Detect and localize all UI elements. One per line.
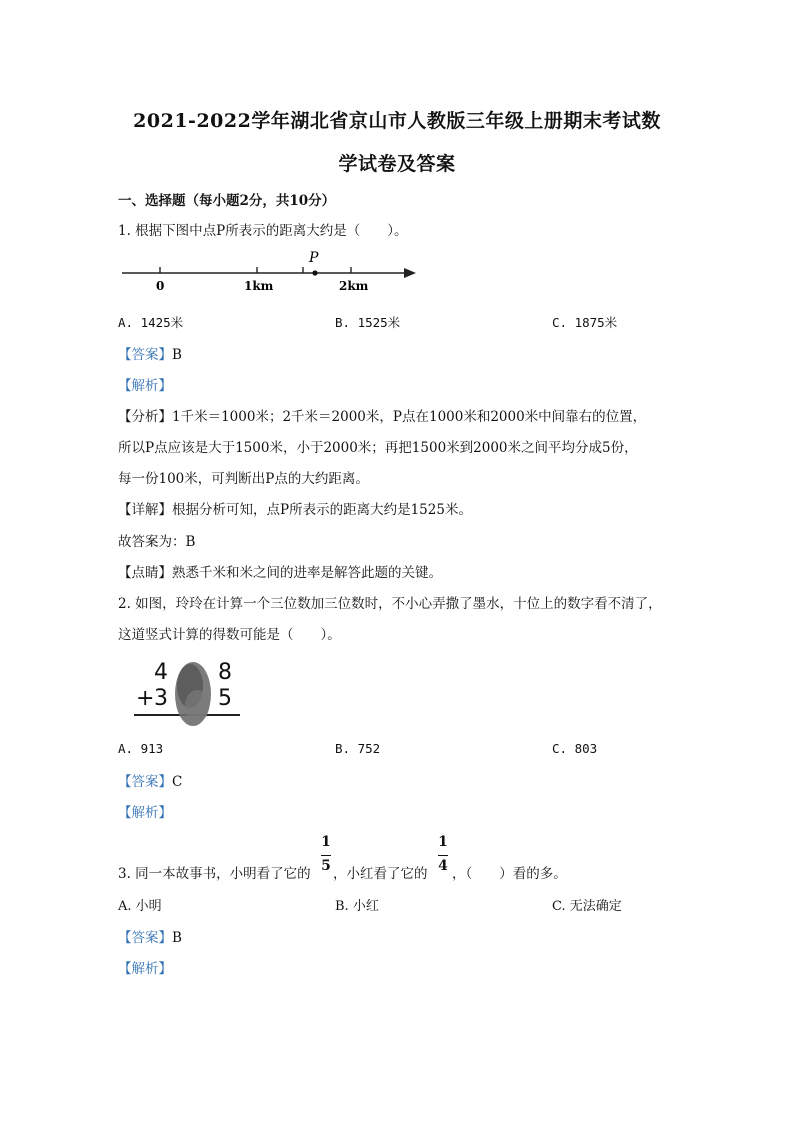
dianjing-text: 熟悉千米和米之间的进率是解答此题的关键。: [172, 565, 442, 581]
q1-option-b: B. 1525米: [335, 315, 401, 330]
q1-analysis-tag: 【解析】: [118, 378, 172, 394]
q3-option-a: A. 小明: [118, 899, 162, 914]
number-line-figure: [120, 250, 420, 295]
q2-stem-line1: 2. 如图，玲玲在计算一个三位数加三位数时，不小心弄撒了墨水，十位上的数字看不清了，: [118, 596, 662, 612]
answer-value: C: [172, 774, 183, 790]
tick-label-0: 0: [156, 279, 165, 293]
page-title-line2: 学试卷及答案: [338, 153, 456, 175]
q1-stem: 1. 根据下图中点P所表示的距离大约是（ ）。: [118, 223, 408, 239]
q2-stem-line2: 这道竖式计算的得数可能是（ ）。: [118, 627, 341, 643]
top-ones-digit: 8: [218, 660, 232, 685]
q3-option-b: B. 小红: [335, 899, 379, 914]
bottom-ones-digit: 5: [218, 686, 232, 711]
fraction2-denominator: 4: [438, 858, 448, 874]
point-p-dot: [312, 270, 317, 275]
q1-fenxi-line2: 所以P点应该是大于1500米，小于2000米；再把1500米到2000米之间平均分成5份，: [118, 440, 638, 456]
point-p-label: P: [309, 250, 319, 266]
answer-value: B: [172, 347, 182, 363]
q3-stem-b: ，小红看了它的: [333, 866, 428, 882]
q1-fenxi-line1: [118, 405, 646, 425]
tick-label-2km: 2km: [339, 279, 369, 293]
q2-option-a: A. 913: [118, 741, 164, 756]
ink-blot-icon: [170, 656, 216, 728]
answer-tag: 【答案】: [118, 347, 172, 363]
q1-option-c: C. 1875米: [552, 315, 618, 330]
q2-option-b: B. 752: [335, 741, 381, 756]
fraction2-numerator: 1: [438, 834, 448, 850]
q3-answer: [118, 926, 182, 946]
fenxi-text-1: 1千米＝1000米；2千米＝2000米，P点在1000米和2000米中间靠右的位置，: [172, 409, 647, 425]
q1-option-a: A. 1425米: [118, 315, 184, 330]
top-hundreds-digit: 4: [154, 660, 168, 685]
q1-dianjing: [118, 561, 442, 581]
page-title-line1: 2021-2022学年湖北省京山市人教版三年级上册期末考试数: [133, 110, 661, 132]
answer-tag: 【答案】: [118, 930, 172, 946]
fraction1-numerator: 1: [321, 834, 331, 850]
q3-stem-c: ，（ ）看的多。: [452, 866, 567, 882]
tick-label-1km: 1km: [244, 279, 274, 293]
fraction1-denominator: 5: [321, 858, 331, 874]
answer-tag: 【答案】: [118, 774, 172, 790]
q2-option-c: C. 803: [552, 741, 598, 756]
xiangjie-tag: 【详解】: [118, 502, 172, 518]
q1-fenxi-line3: 每一份100米，可判断出P点的大约距离。: [118, 471, 369, 487]
fraction2-bar: [438, 855, 448, 856]
vertical-addition-figure: [130, 660, 250, 730]
dianjing-tag: 【点睛】: [118, 565, 172, 581]
q3-analysis-tag: 【解析】: [118, 961, 172, 977]
answer-value: B: [172, 930, 182, 946]
number-line-arrow: [404, 268, 416, 278]
q3-stem-a: 3. 同一本故事书，小明看了它的: [118, 866, 311, 882]
q2-answer: [118, 770, 182, 790]
q1-xiangjie: [118, 498, 472, 518]
plus-sign: +: [136, 686, 155, 711]
section-heading: 一、选择题（每小题2分，共10分）: [118, 193, 336, 209]
q1-final-answer: 故答案为：B: [118, 534, 196, 550]
fraction1-bar: [321, 855, 331, 856]
fenxi-tag: 【分析】: [118, 409, 172, 425]
q3-option-c: C. 无法确定: [552, 899, 622, 914]
xiangjie-text: 根据分析可知，点P所表示的距离大约是1525米。: [172, 502, 472, 518]
q2-analysis-tag: 【解析】: [118, 805, 172, 821]
bottom-hundreds-digit: 3: [154, 686, 168, 711]
q1-answer: [118, 343, 182, 363]
